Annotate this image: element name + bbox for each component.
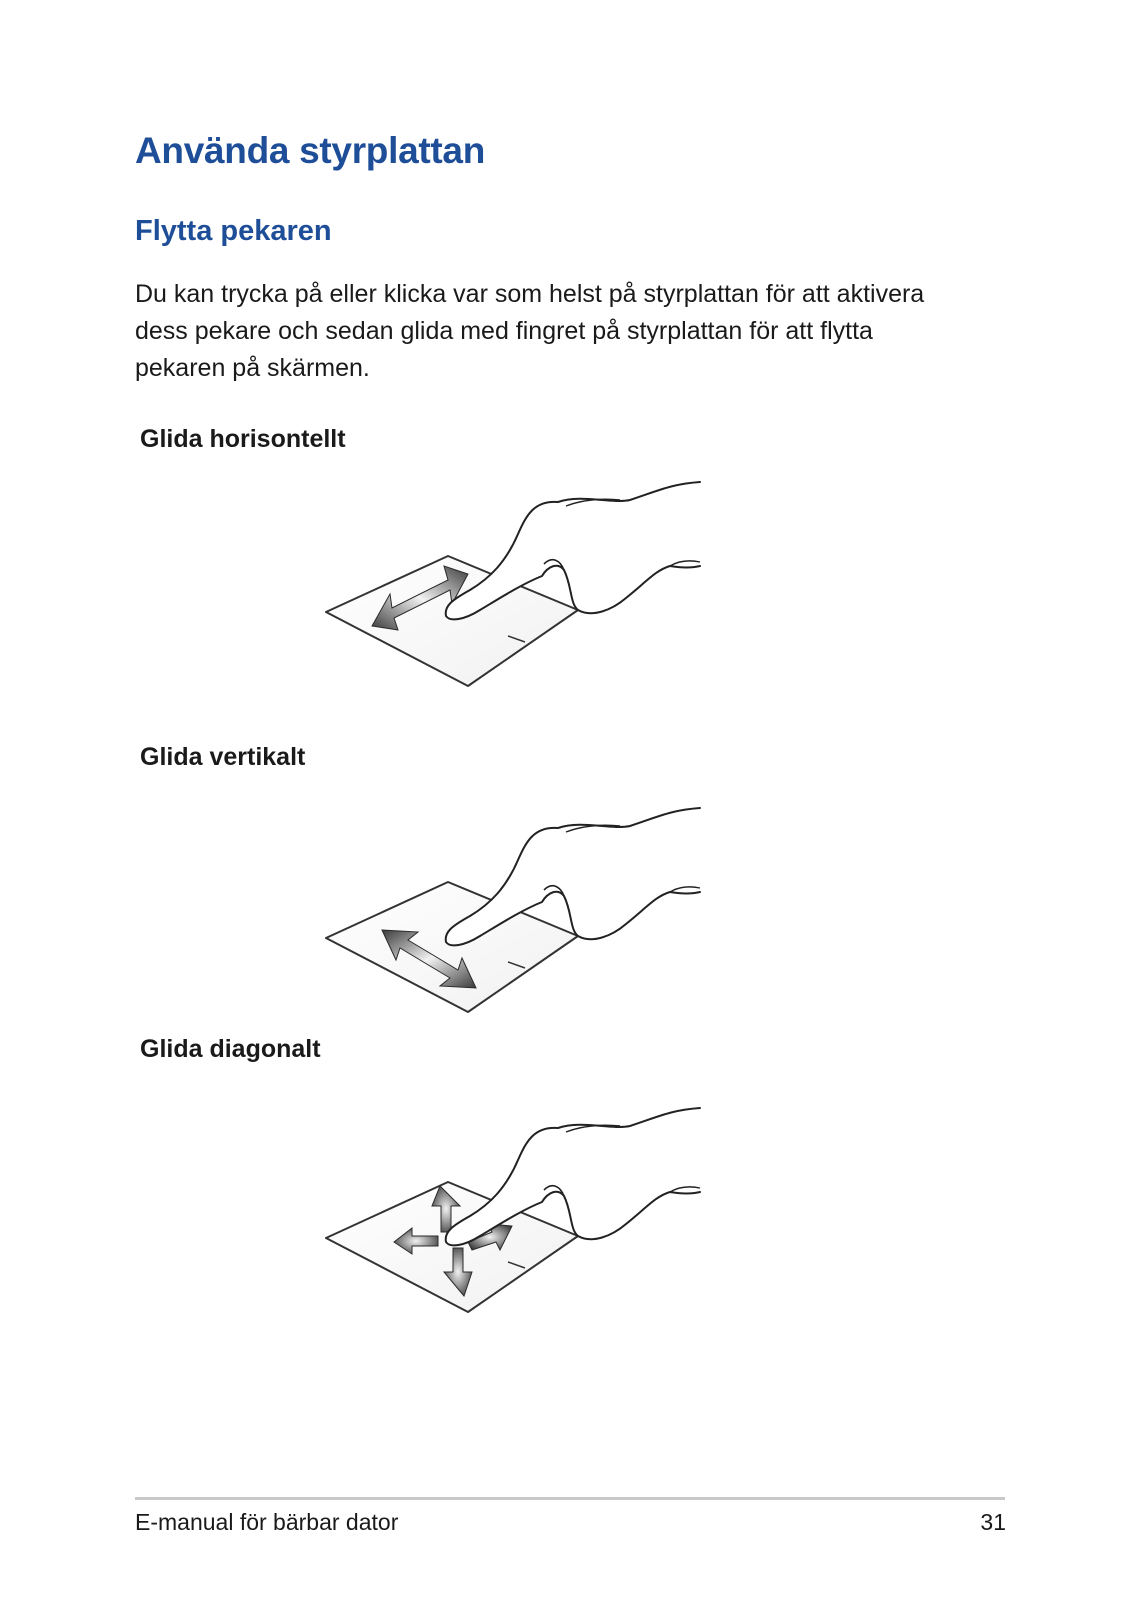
page-title: Använda styrplattan <box>135 130 485 171</box>
touchpad-diagonal-swipe-illustration <box>320 1096 720 1336</box>
figure-label-vertical: Glida vertikalt <box>140 743 306 771</box>
touchpad-horizontal-swipe-illustration <box>320 470 720 710</box>
page-number: 31 <box>980 1509 1006 1535</box>
figure-label-horizontal: Glida horisontellt <box>140 425 346 453</box>
footer-manual-title: E-manual för bärbar dator <box>135 1509 399 1535</box>
touchpad-vertical-swipe-illustration <box>320 796 720 1036</box>
paragraph-line: pekaren på skärmen. <box>135 354 370 382</box>
section-title: Flytta pekaren <box>135 215 332 247</box>
intro-paragraph <box>135 276 1015 387</box>
figure-label-diagonal: Glida diagonalt <box>140 1035 321 1063</box>
footer-divider <box>135 1497 1005 1500</box>
paragraph-line: dess pekare och sedan glida med fingret på styrplattan för att flytta <box>135 317 873 345</box>
paragraph-line: Du kan trycka på eller klicka var som helst på styrplattan för att aktivera <box>135 280 925 308</box>
